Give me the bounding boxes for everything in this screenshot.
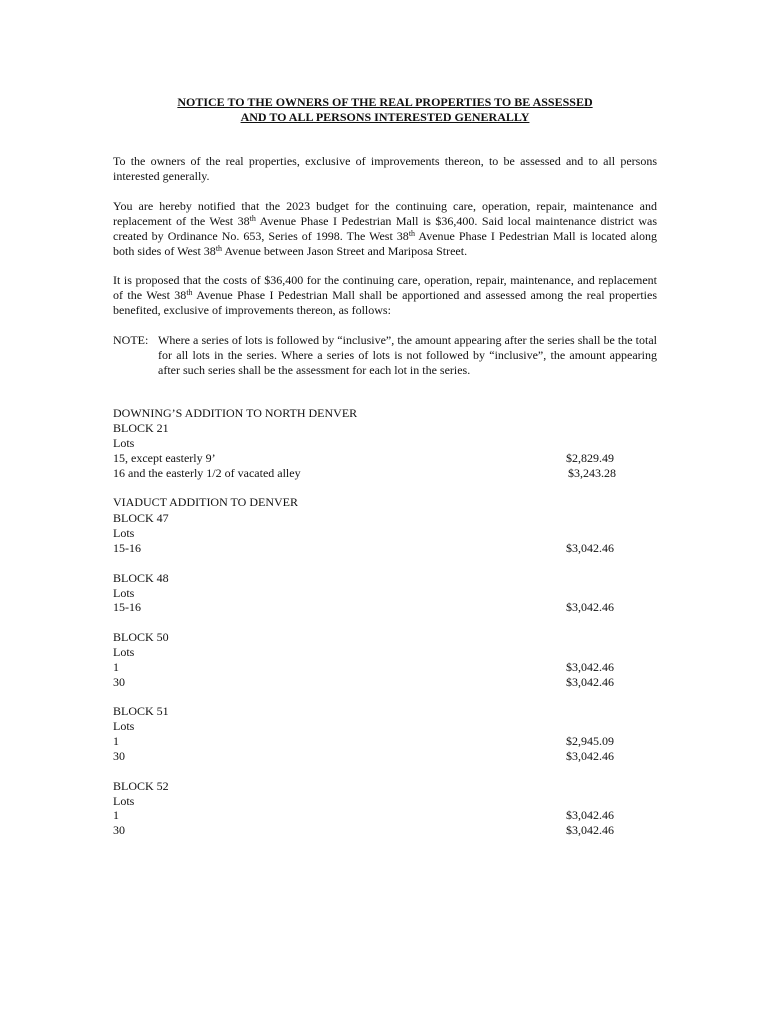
assessment-amount: $3,042.46 bbox=[566, 808, 614, 822]
block-heading: BLOCK 50 bbox=[113, 630, 169, 644]
lot-description: 15-16 bbox=[113, 600, 141, 614]
assessment-amount: $3,243.28 bbox=[568, 466, 616, 480]
lot-description: 30 bbox=[113, 823, 125, 837]
note-label: NOTE: bbox=[113, 333, 149, 347]
assessment-amount: $3,042.46 bbox=[566, 749, 614, 763]
assessment-amount: $3,042.46 bbox=[566, 823, 614, 837]
block-heading: BLOCK 48 bbox=[113, 571, 169, 585]
block-heading: BLOCK 21 bbox=[113, 421, 169, 435]
assessment-amount: $3,042.46 bbox=[566, 675, 614, 689]
block-heading: BLOCK 47 bbox=[113, 511, 169, 525]
lot-description: 15, except easterly 9’ bbox=[113, 451, 216, 465]
block-heading: BLOCK 52 bbox=[113, 779, 169, 793]
assessment-amount: $2,829.49 bbox=[566, 451, 614, 465]
notice-title-line-2: AND TO ALL PERSONS INTERESTED GENERALLY bbox=[240, 110, 530, 124]
budget-text-b: Avenue Phase I Pedestrian Mall is $36,400. Said local maintenance district was created by Ordinance No. 653, Series of 1998. The West 38 bbox=[113, 214, 657, 243]
lot-description: 1 bbox=[113, 660, 119, 674]
lot-description: 1 bbox=[113, 808, 119, 822]
lots-label: Lots bbox=[113, 526, 135, 540]
lot-description: 30 bbox=[113, 749, 125, 763]
lots-label: Lots bbox=[113, 436, 135, 450]
budget-text-c: Avenue Phase I Pedestrian Mall is located along both sides of West 38 bbox=[113, 229, 658, 258]
ordinal-suffix: th bbox=[186, 288, 193, 297]
lots-label: Lots bbox=[113, 719, 135, 733]
ordinal-suffix: th bbox=[249, 214, 256, 223]
ordinal-suffix: th bbox=[408, 229, 416, 238]
assessment-amount: $2,945.09 bbox=[566, 734, 614, 748]
assessment-amount: $3,042.46 bbox=[566, 600, 614, 614]
subdivision-heading: VIADUCT ADDITION TO DENVER bbox=[113, 495, 298, 509]
lots-label: Lots bbox=[113, 794, 135, 808]
proposal-text-a: It is proposed that the costs of $36,400 for the continuing care, operation, repair, maintenance, and replacement of the West 38 bbox=[113, 273, 657, 302]
block-heading: BLOCK 51 bbox=[113, 704, 169, 718]
intro-paragraph: To the owners of the real properties, exclusive of improvements thereon, to be assessed and to all persons interested generally. bbox=[113, 154, 657, 183]
lot-description: 30 bbox=[113, 675, 125, 689]
budget-text-d: Avenue between Jason Street and Mariposa Street. bbox=[222, 244, 468, 258]
ordinal-suffix: th bbox=[215, 244, 223, 253]
assessment-amount: $3,042.46 bbox=[566, 541, 614, 555]
lot-description: 15-16 bbox=[113, 541, 141, 555]
proposal-text-b: Avenue Phase I Pedestrian Mall shall be apportioned and assessed among the real properties benefited, exclusive of improvements thereon, as follows: bbox=[113, 288, 657, 317]
lot-description: 1 bbox=[113, 734, 119, 748]
subdivision-heading: DOWNING’S ADDITION TO NORTH DENVER bbox=[113, 406, 358, 420]
lots-label: Lots bbox=[113, 586, 135, 600]
budget-text-a: You are hereby notified that the 2023 budget for the continuing care, operation, repair, maintenance and replacement of the West 38 bbox=[113, 199, 657, 228]
budget-paragraph bbox=[113, 199, 657, 259]
assessment-amount: $3,042.46 bbox=[566, 660, 614, 674]
proposal-paragraph bbox=[113, 273, 657, 318]
lots-label: Lots bbox=[113, 645, 135, 659]
notice-title-line-1: NOTICE TO THE OWNERS OF THE REAL PROPERTIES TO BE ASSESSED bbox=[177, 95, 593, 109]
note-text: Where a series of lots is followed by “inclusive”, the amount appearing after the series shall be the total for all lots in the series. Where a series of lots is not followed by “inclusive”, the amount appearing after such series shall be the assessment for each lot in the series. bbox=[158, 333, 657, 377]
lot-description: 16 and the easterly 1/2 of vacated alley bbox=[113, 466, 301, 480]
